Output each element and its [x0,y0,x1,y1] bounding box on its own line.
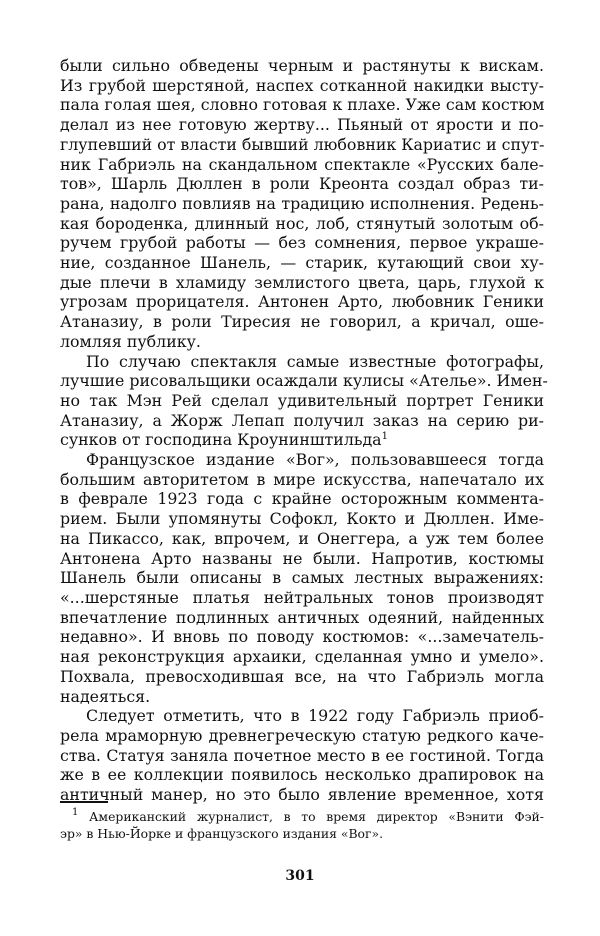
text-line: тов», Шарль Дюллен в роли Креонта создал образ ти- [60,174,544,194]
text-line: большим авторитетом в мире искусства, напечатало их [60,469,544,489]
text-line: Похвала, превосходившая все, на что Габриэль могла [60,666,544,686]
page-number: 301 [285,868,315,884]
text-fragment: сунков от господина Кроунинштильда [60,430,382,450]
footnote-line [60,808,544,825]
footnote [60,808,544,842]
text-line: рием. Были упомянуты Софокл, Кокто и Дюллен. Име- [60,509,544,529]
text-line: По случаю спектакля самые известные фотографы, [86,351,544,371]
book-page-body [60,56,548,805]
text-line: античный манер, но это было явление временное, хотя [60,785,544,805]
text-line: Шанель были описаны в самых лестных выражениях: [60,568,544,588]
text-line: же в ее коллекции появилось несколько драпировок на [60,765,544,785]
footnote-line: эр» в Нью-Йорке и французского издания «Вог». [60,826,384,841]
text-line: рела мраморную древнегреческую статую редкого каче- [60,725,544,745]
text-line: кая бороденка, длинный нос, лоб, стянутый золотым об- [60,213,544,233]
text-line: надеяться. [60,686,151,706]
paragraph-1 [60,56,544,352]
footnote-text: Американский журналист, в то время директор «Вэнити Фэй- [89,809,544,824]
text-line: впечатление подлинных античных одеяний, найденных [60,607,544,627]
text-line: ломляя публику. [60,331,201,351]
text-line: Атаназиу, в роли Тиресия не говорил, а кричал, оше- [60,312,544,332]
text-line: Из грубой шерстяной, наспех сотканной накидки высту- [60,75,544,95]
text-line: пала голая шея, словно готовая к плахе. Уже сам костюм [60,95,545,115]
text-line: «...шерстяные платья нейтральных тонов производят [60,587,544,607]
footnote-reference[interactable]: 1 [381,431,388,443]
text-line: были сильно обведены черным и растянуты к вискам. [60,56,544,75]
text-line: на Пикассо, как, впрочем, и Онеггера, а уж тем более [60,528,544,548]
text-line-with-note [60,430,544,450]
text-line: ник Габриэль на скандальном спектакле «Русских бале- [60,154,544,174]
paragraph-3 [60,450,544,706]
text-line: недавно». И вновь по поводу костюмов: «...замечатель- [60,627,544,647]
paragraph-2 [60,351,548,451]
text-line: угрозам прорицателя. Антонен Арто, любовник Геники [60,292,544,312]
text-line: дые плечи в хламиду землистого цвета, царь, глухой к [60,272,544,292]
footnote-marker: 1 [72,807,79,818]
text-line: Антонена Арто названы не были. Напротив, костюмы [60,548,544,568]
text-line: в феврале 1923 года с крайне осторожным коммента- [60,489,544,509]
text-line: лучшие рисовальщики осаждали кулисы «Ателье». Имен- [60,371,548,391]
text-line: Следует отметить, что в 1922 году Габриэль приоб- [86,706,544,726]
text-line: ная реконструкция архаики, сделанная умно и умело». [60,647,544,667]
text-line: глупевший от власти бывший любовник Кариатис и спут- [60,134,545,154]
text-line: рана, надолго повлияв на традицию исполнения. Редень- [60,193,544,213]
text-line: ства. Статуя заняла почетное место в ее гостиной. Тогда [60,745,544,765]
paragraph-4 [60,706,544,805]
text-line: делал из нее готовую жертву... Пьяный от ярости и по- [60,115,544,135]
text-line: Атаназиу, а Жорж Лепап получил заказ на серию ри- [60,410,544,430]
text-line: но так Мэн Рей сделал удивительный портрет Геники [60,390,544,410]
text-line: ручем грубой работы — без сомнения, первое украше- [60,233,544,253]
footnote-divider [60,801,108,803]
text-line: Французское издание «Вог», пользовавшееся тогда [86,450,544,470]
text-line: ние, созданное Шанель, — старик, кутающий свои ху- [60,253,544,273]
